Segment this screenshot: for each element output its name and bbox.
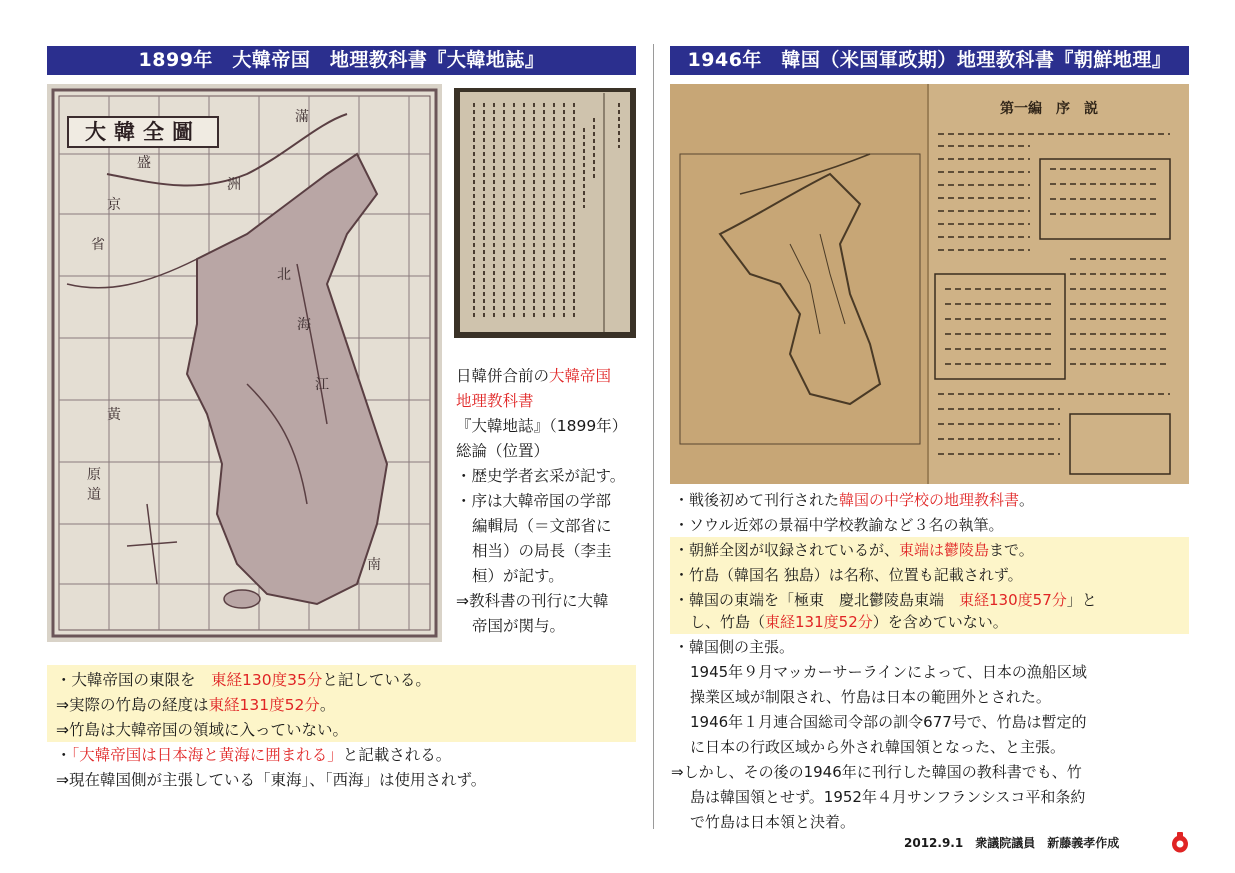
right-line-3: ・朝鮮全図が収録されているが、東端は鬱陵島まで。 — [674, 541, 1034, 559]
right-line-10: 1946年１月連合国総司令部の訓令677号で、竹島は暫定的 — [690, 713, 1087, 731]
desc-bullet-2d: 桓）が記す。 — [472, 567, 564, 585]
right-line-11: に日本の行政区域から外され韓国領となった、と主張。 — [690, 738, 1066, 756]
map-mark-4: 京 — [107, 197, 121, 213]
column-divider — [653, 44, 654, 829]
desc-line-2: 地理教科書 — [456, 392, 534, 410]
korea-map-image — [47, 84, 442, 642]
note-2: ⇒実際の竹島の経度は東経131度52分。 — [56, 696, 336, 714]
textbook-page-image — [454, 88, 636, 338]
map-mark-2: 洲 — [227, 177, 241, 193]
desc-bullet-1: ・歴史学者玄采が記す。 — [456, 467, 626, 485]
right-line-7: ・韓国側の主張。 — [674, 638, 795, 656]
right-line-5: ・韓国の東端を「極東 慶北鬱陵島東端 東経130度57分」と — [674, 591, 1097, 609]
chosen-chiri-book-image — [670, 84, 1189, 484]
right-line-13: 島は韓国領とせず。1952年４月サンフランシスコ平和条約 — [690, 788, 1086, 806]
desc-bullet-2b: 編輯局（＝文部省に — [472, 517, 612, 535]
book-heading: 第一編 序 説 — [1000, 101, 1098, 117]
map-mark-10: 道 — [87, 487, 101, 503]
right-line-6: し、竹島（東経131度52分）を含めていない。 — [690, 613, 1008, 631]
note-4: ・「大韓帝国は日本海と黄海に囲まれる」と記載される。 — [56, 746, 452, 764]
right-line-1: ・戦後初めて刊行された韓国の中学校の地理教科書。 — [674, 491, 1035, 509]
right-line-4: ・竹島（韓国名 独島）は名称、位置も記載されず。 — [674, 566, 1023, 584]
map-mark-8: 江 — [315, 377, 329, 393]
right-header: 1946年 韓国（米国軍政期）地理教科書『朝鮮地理』 — [670, 46, 1189, 75]
right-line-8: 1945年９月マッカーサーラインによって、日本の漁船区域 — [690, 663, 1087, 681]
desc-line-1: 日韓併合前の大韓帝国 — [456, 367, 612, 385]
right-line-2: ・ソウル近郊の景福中学校教諭など３名の執筆。 — [674, 516, 1004, 534]
desc-arrow-1b: 帝国が関与。 — [472, 617, 566, 635]
footer-credit: 2012.9.1 衆議院議員 新藤義孝作成 — [904, 836, 1120, 850]
desc-line-4: 総論（位置） — [456, 442, 550, 460]
party-logo-icon — [1170, 831, 1190, 853]
note-1: ・大韓帝国の東限を 東経130度35分と記している。 — [56, 671, 431, 689]
textbook-page-drawing — [454, 88, 636, 338]
map-mark-7: 海 — [297, 317, 311, 333]
desc-arrow-1a: ⇒教科書の刊行に大韓 — [456, 592, 609, 610]
desc-line-3: 『大韓地誌』（1899年） — [456, 417, 628, 435]
map-mark-11: 北 — [277, 267, 291, 283]
left-header: 1899年 大韓帝国 地理教科書『大韓地誌』 — [47, 46, 636, 75]
desc-bullet-2a: ・序は大韓帝国の学部 — [456, 492, 612, 510]
map-title-label: 大韓全圖 — [67, 116, 219, 148]
map-mark-3: 盛 — [137, 155, 151, 171]
note-3: ⇒竹島は大韓帝国の領域に入っていない。 — [56, 721, 348, 739]
right-line-12: ⇒しかし、その後の1946年に刊行した韓国の教科書でも、竹 — [671, 763, 1082, 781]
map-mark-1: 滿 — [295, 109, 309, 125]
note-5: ⇒現在韓国側が主張している「東海」、「西海」は使用されず。 — [56, 771, 487, 789]
map-mark-9: 原 — [87, 467, 101, 483]
map-mark-5: 省 — [91, 237, 105, 253]
book-drawing — [670, 84, 1189, 484]
map-mark-6: 黃 — [107, 407, 121, 423]
desc-bullet-2c: 相当）の局長（李圭 — [472, 542, 612, 560]
map-mark-12: 南 — [367, 557, 381, 573]
right-line-9: 操業区域が制限され、竹島は日本の範囲外とされた。 — [690, 688, 1051, 706]
korea-map-drawing — [47, 84, 442, 642]
right-line-14: で竹島は日本領と決着。 — [690, 813, 856, 831]
